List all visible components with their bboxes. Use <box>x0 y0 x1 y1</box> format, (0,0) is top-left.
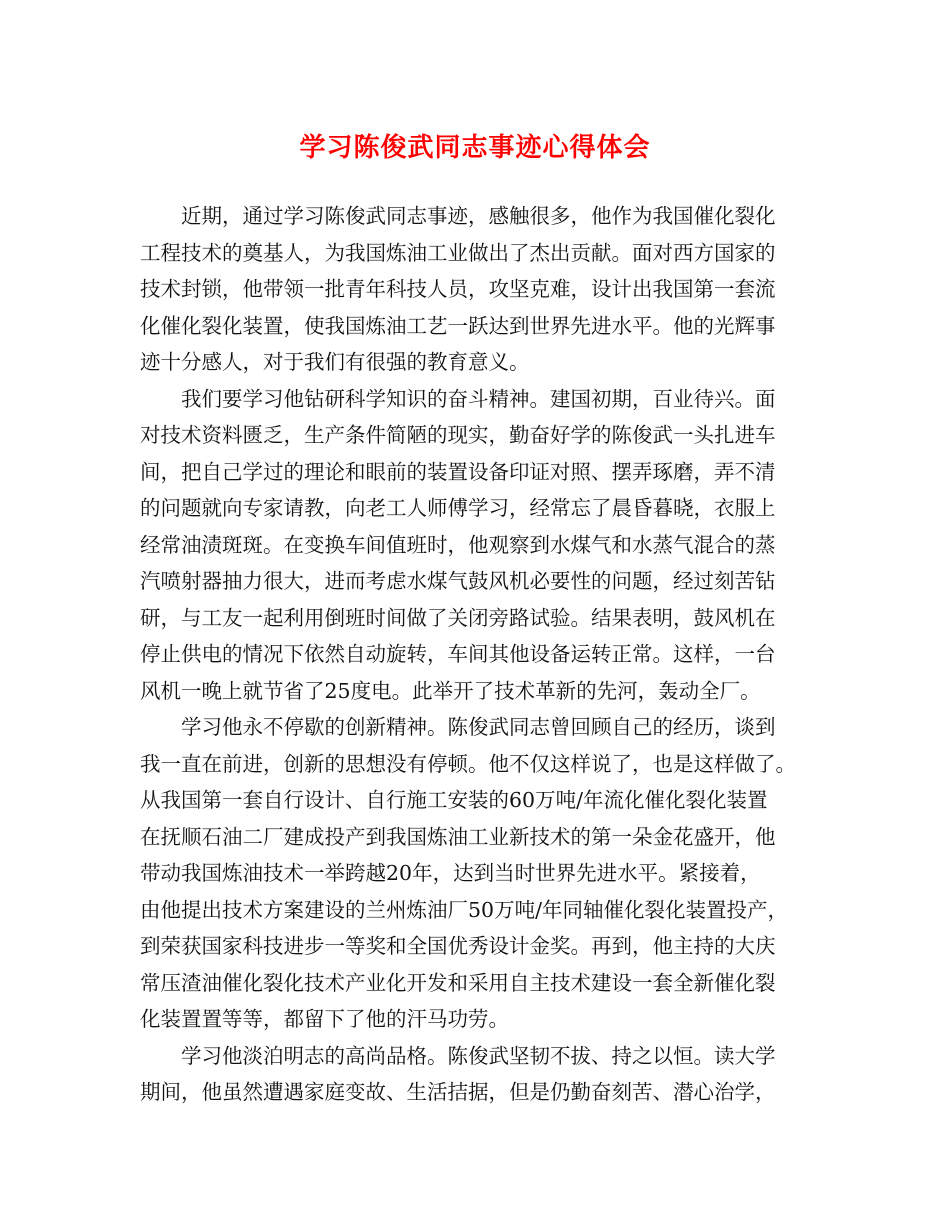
text-line: 带动我国炼油技术一举跨越20年，达到当时世界先进水平。紧接着， <box>140 861 761 885</box>
document-body <box>140 198 820 1111</box>
text-line: 学习他淡泊明志的高尚品格。陈俊武坚韧不拔、持之以恒。读大学 <box>181 1043 776 1068</box>
text-line: 化催化裂化装置，使我国炼油工艺一跃达到世界先进水平。他的光辉事 <box>140 313 776 338</box>
text-line: 对技术资料匮乏，生产条件简陋的现实，勤奋好学的陈俊武一头扎进车 <box>140 423 776 447</box>
text-line: 从我国第一套自行设计、自行施工安装的60万吨/年流化催化裂化装置 <box>140 788 768 812</box>
paragraph-4 <box>140 1038 820 1111</box>
text-line: 常压渣油催化裂化技术产业化开发和采用自主技术建设一套全新催化裂 <box>140 970 776 995</box>
document-title: 学习陈俊武同志事迹心得体会 <box>299 133 651 163</box>
text-line: 研，与工友一起利用倒班时间做了关闭旁路试验。结果表明，鼓风机在 <box>140 605 776 630</box>
text-line: 近期，通过学习陈俊武同志事迹，感触很多，他作为我国催化裂化 <box>181 204 776 228</box>
paragraph-2 <box>140 381 820 710</box>
text-line: 期间，他虽然遭遇家庭变故、生活拮据，但是仍勤奋刻苦、潜心治学， <box>140 1080 776 1104</box>
text-line: 我一直在前进，创新的思想没有停顿。他不仅这样说了，也是这样做了。 <box>140 751 796 776</box>
text-line: 化装置置等等，都留下了他的汗马功劳。 <box>140 1007 509 1031</box>
text-line: 间，把自己学过的理论和眼前的装置设备印证对照、摆弄琢磨，弄不清 <box>140 459 776 484</box>
text-line: 经常油渍斑斑。在变换车间值班时，他观察到水煤气和水蒸气混合的蒸 <box>140 532 776 557</box>
text-line: 工程技术的奠基人，为我国炼油工业做出了杰出贡献。面对西方国家的 <box>140 240 776 265</box>
text-line: 在抚顺石油二厂建成投产到我国炼油工业新技术的第一朵金花盛开，他 <box>140 824 776 849</box>
text-line: 技术封锁，他带领一批青年科技人员，攻坚克难，设计出我国第一套流 <box>140 277 776 301</box>
text-line: 停止供电的情况下依然自动旋转，车间其他设备运转正常。这样，一台 <box>140 642 776 666</box>
text-line: 迹十分感人，对于我们有很强的教育意义。 <box>140 350 530 374</box>
text-line: 由他提出技术方案建设的兰州炼油厂50万吨/年同轴催化裂化装置投产， <box>140 897 788 922</box>
text-line: 汽喷射器抽力很大，进而考虑水煤气鼓风机必要性的问题，经过刻苦钻 <box>140 569 776 593</box>
paragraph-1 <box>140 198 820 381</box>
text-line: 我们要学习他钻研科学知识的奋斗精神。建国初期，百业待兴。面 <box>181 386 776 411</box>
text-line: 风机一晚上就节省了25度电。此举开了技术革新的先河，轰动全厂。 <box>140 678 761 703</box>
text-line: 到荣获国家科技进步一等奖和全国优秀设计金奖。再到，他主持的大庆 <box>140 934 776 958</box>
text-line: 的问题就向专家请教，向老工人师傅学习，经常忘了晨昏暮晓，衣服上 <box>140 496 776 520</box>
paragraph-3 <box>140 709 820 1038</box>
text-line: 学习他永不停歇的创新精神。陈俊武同志曾回顾自己的经历，谈到 <box>181 715 776 739</box>
